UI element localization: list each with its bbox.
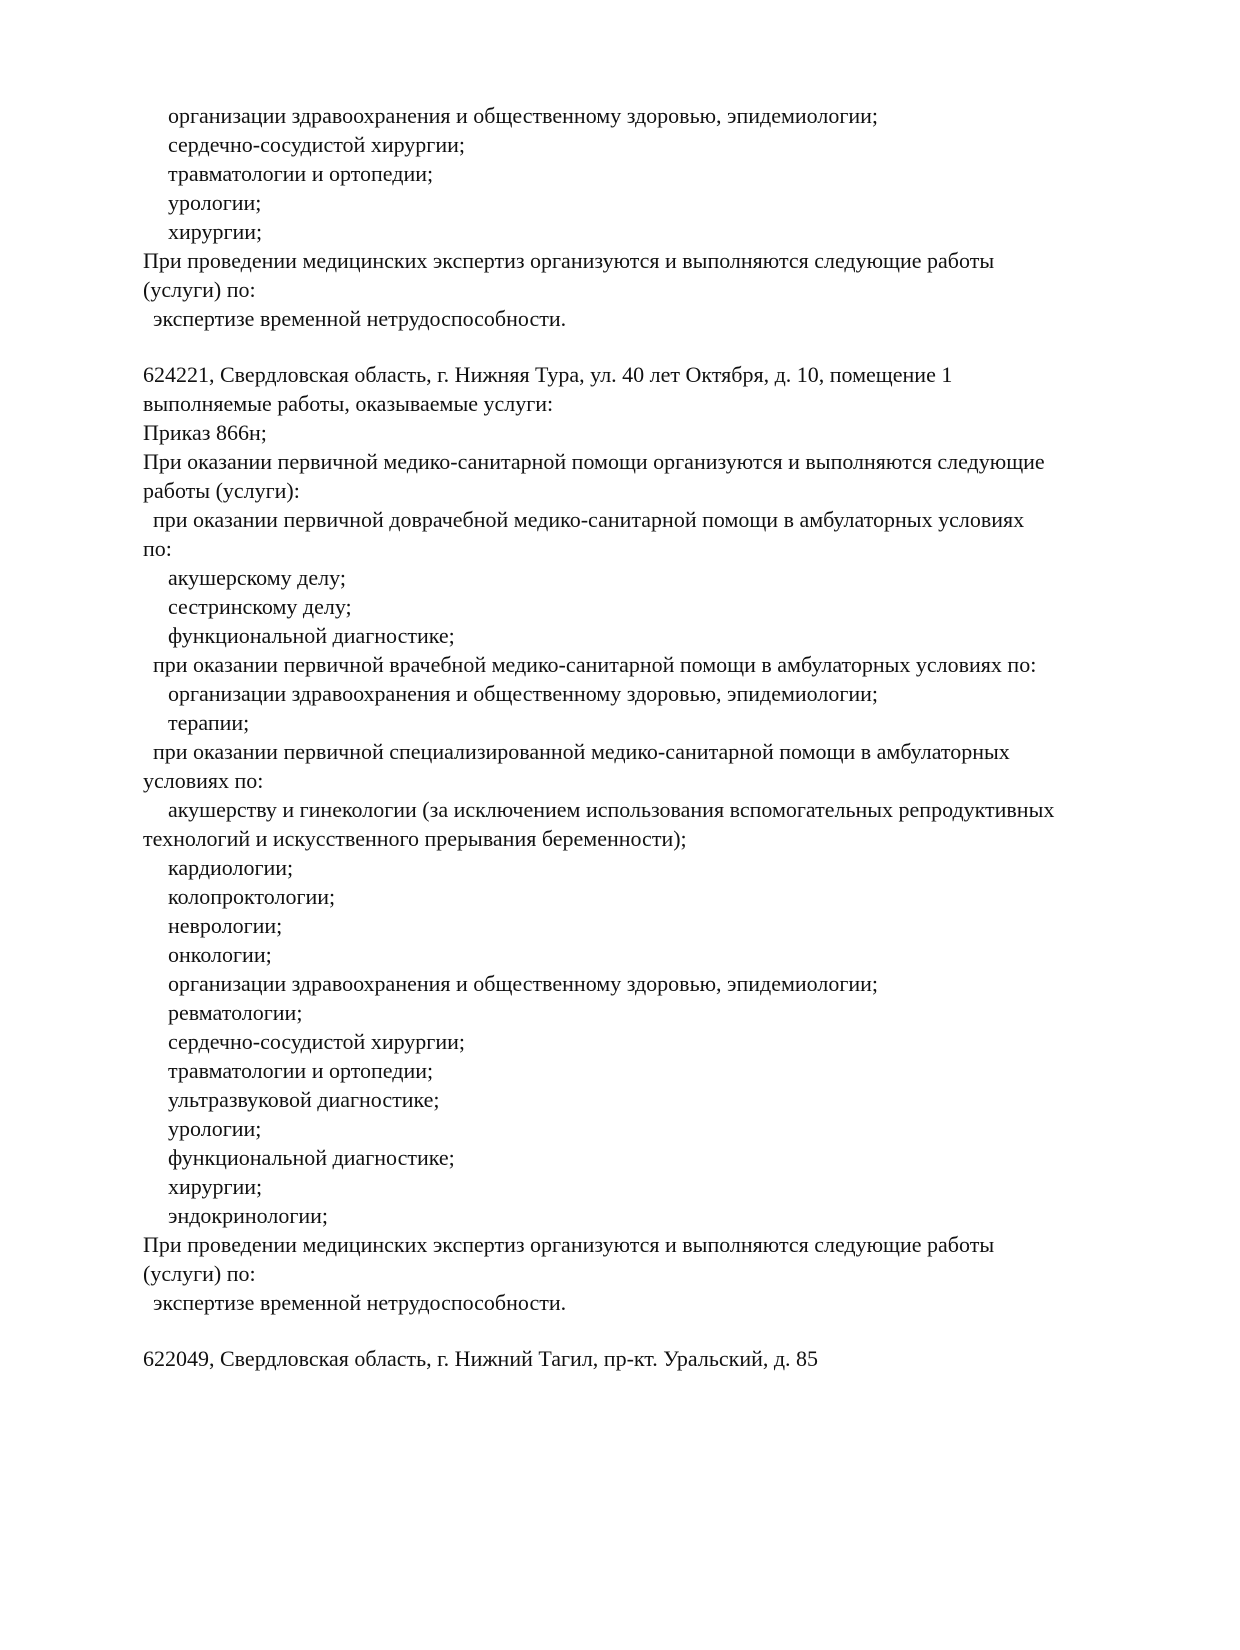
expertise-heading-continued: (услуги) по: — [143, 277, 256, 302]
service-item: ультразвуковой диагностике; — [168, 1087, 440, 1112]
expertise-item: экспертизе временной нетрудоспособности. — [153, 306, 567, 331]
service-item: организации здравоохранения и общественному здоровью, эпидемиологии; — [168, 681, 879, 706]
service-item: терапии; — [168, 710, 250, 735]
service-item-continued: технологий и искусственного прерывания беременности); — [143, 826, 687, 851]
service-item: травматологии и ортопедии; — [168, 161, 434, 186]
service-item: эндокринологии; — [168, 1203, 329, 1228]
primary-care-heading: При оказании первичной медико-санитарной помощи организуются и выполняются следующие — [143, 449, 1045, 474]
service-item: кардиологии; — [168, 855, 294, 880]
address-line: 624221, Свердловская область, г. Нижняя Тура, ул. 40 лет Октября, д. 10, помещение 1 — [143, 362, 953, 387]
service-item: хирургии; — [168, 219, 263, 244]
pre-doctor-care-heading-continued: по: — [143, 536, 172, 561]
expertise-heading: При проведении медицинских экспертиз организуются и выполняются следующие работы — [143, 248, 995, 273]
service-item: функциональной диагностике; — [168, 1145, 455, 1170]
address-line: 622049, Свердловская область, г. Нижний Тагил, пр-кт. Уральский, д. 85 — [143, 1346, 819, 1371]
service-item: сердечно-сосудистой хирургии; — [168, 1029, 465, 1054]
primary-care-heading-continued: работы (услуги): — [143, 478, 300, 503]
service-item: функциональной диагностике; — [168, 623, 455, 648]
service-item: акушерству и гинекологии (за исключением использования вспомогательных репродуктивных — [168, 797, 1055, 822]
service-item: сердечно-сосудистой хирургии; — [168, 132, 465, 157]
specialized-care-heading: при оказании первичной специализированной медико-санитарной помощи в амбулаторных — [153, 739, 1010, 764]
service-item: организации здравоохранения и общественному здоровью, эпидемиологии; — [168, 103, 879, 128]
service-item: сестринскому делу; — [168, 594, 352, 619]
service-item: травматологии и ортопедии; — [168, 1058, 434, 1083]
service-item: колопроктологии; — [168, 884, 336, 909]
works-label: выполняемые работы, оказываемые услуги: — [143, 391, 554, 416]
pre-doctor-care-heading: при оказании первичной доврачебной медико-санитарной помощи в амбулаторных условиях — [153, 507, 1025, 532]
service-item: организации здравоохранения и общественному здоровью, эпидемиологии; — [168, 971, 879, 996]
order-reference: Приказ 866н; — [143, 420, 267, 445]
doctor-care-heading: при оказании первичной врачебной медико-санитарной помощи в амбулаторных условиях по: — [153, 652, 1037, 677]
service-item: акушерскому делу; — [168, 565, 346, 590]
expertise-heading: При проведении медицинских экспертиз организуются и выполняются следующие работы — [143, 1232, 995, 1257]
service-item: ревматологии; — [168, 1000, 303, 1025]
expertise-item: экспертизе временной нетрудоспособности. — [153, 1290, 567, 1315]
service-item: хирургии; — [168, 1174, 263, 1199]
specialized-care-heading-continued: условиях по: — [143, 768, 264, 793]
service-item: неврологии; — [168, 913, 283, 938]
service-item: онкологии; — [168, 942, 272, 967]
service-item: урологии; — [168, 190, 262, 215]
expertise-heading-continued: (услуги) по: — [143, 1261, 256, 1286]
service-item: урологии; — [168, 1116, 262, 1141]
